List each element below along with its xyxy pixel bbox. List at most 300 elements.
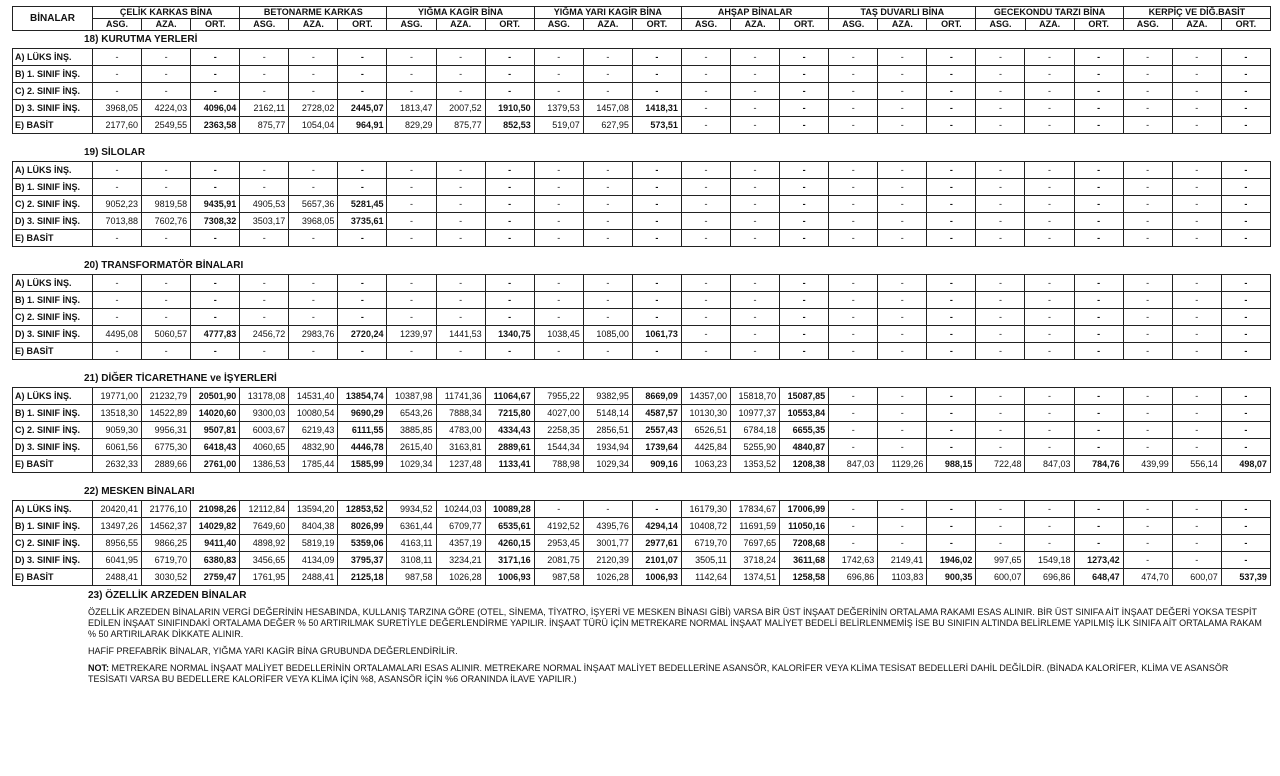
table-cell: 1549,18 bbox=[1025, 552, 1074, 569]
table-cell: - bbox=[927, 501, 976, 518]
table-cell: - bbox=[1172, 439, 1221, 456]
table-cell: - bbox=[1221, 309, 1270, 326]
section-23-title: 23) ÖZELLİK ARZEDEN BİNALAR bbox=[88, 590, 247, 601]
table-cell: 875,77 bbox=[240, 117, 289, 134]
table-row bbox=[13, 49, 1271, 66]
table-cell: - bbox=[1074, 162, 1123, 179]
row-label: A) LÜKS İNŞ. bbox=[13, 162, 93, 179]
table-cell: - bbox=[731, 309, 780, 326]
table-cell: - bbox=[240, 292, 289, 309]
table-cell: - bbox=[1074, 388, 1123, 405]
note-paragraph-1: ÖZELLİK ARZEDEN BİNALARIN VERGİ DEĞERİNİN HESABINDA, KULLANIŞ TARZINA GÖRE (OTEL, SİNEMA, TİYATRO, İŞYERİ VE MESKEN BİNASI GİBİ) VARSA BİR ÜST İNŞAAT DEĞERİNİN ORTALAMA RAKAMI ESAS ALINIR. BİR ÜST SINIFA AİT İNŞAAT DEĞERİ YOKSA TESPİT EDİLEN İNŞAAT SINIFINDAKİ ORTALAMA DEĞER % 50 ARTIRILMAK SURETİYLE DEĞERLENDİRME YAPILIR. İNŞAAT TÜRÜ İÇİN METREKARE NORMAL İNŞAAT MALİYET BEDELİ BELİRLENMEMİŞ İSE BU SINIFIN ALTINDA BELİRLEME YAPILMIŞ İLK SINIFA AİT ORTALAMA RAKAM % 50 ARTIRILARAK DİKKATE ALINIR. bbox=[88, 607, 1262, 639]
table-cell: - bbox=[583, 179, 632, 196]
table-cell: - bbox=[976, 275, 1025, 292]
table-cell: 4294,14 bbox=[632, 518, 681, 535]
section-table bbox=[12, 48, 1271, 134]
table-cell: 9411,40 bbox=[191, 535, 240, 552]
table-cell: - bbox=[1123, 213, 1172, 230]
table-cell: 1441,53 bbox=[436, 326, 485, 343]
table-cell: - bbox=[387, 309, 436, 326]
table-cell: 1910,50 bbox=[485, 100, 534, 117]
table-cell: 21776,10 bbox=[142, 501, 191, 518]
table-cell: - bbox=[485, 275, 534, 292]
table-cell: - bbox=[976, 535, 1025, 552]
table-cell: - bbox=[1074, 535, 1123, 552]
table-cell: - bbox=[93, 49, 142, 66]
row-label: D) 3. SINIF İNŞ. bbox=[13, 552, 93, 569]
subheader-cell: AZA. bbox=[878, 19, 927, 31]
table-cell: - bbox=[681, 117, 730, 134]
table-row bbox=[13, 405, 1271, 422]
table-cell: - bbox=[976, 196, 1025, 213]
table-cell: - bbox=[436, 83, 485, 100]
table-cell: 20420,41 bbox=[93, 501, 142, 518]
section-title: 22) MESKEN BİNALARI bbox=[84, 486, 195, 497]
subheader-cell: AZA. bbox=[436, 19, 485, 31]
row-label: D) 3. SINIF İNŞ. bbox=[13, 100, 93, 117]
table-cell: - bbox=[878, 275, 927, 292]
table-cell: - bbox=[387, 49, 436, 66]
table-cell: - bbox=[583, 230, 632, 247]
table-cell: 6526,51 bbox=[681, 422, 730, 439]
table-cell: - bbox=[927, 388, 976, 405]
table-cell: - bbox=[632, 179, 681, 196]
table-cell: - bbox=[1074, 422, 1123, 439]
table-cell: - bbox=[731, 83, 780, 100]
table-cell: - bbox=[829, 422, 878, 439]
subheader-cell: ASG. bbox=[240, 19, 289, 31]
subheader-cell: ASG. bbox=[534, 19, 583, 31]
table-row bbox=[13, 535, 1271, 552]
table-cell: - bbox=[142, 292, 191, 309]
table-cell: 13178,08 bbox=[240, 388, 289, 405]
table-cell: - bbox=[976, 162, 1025, 179]
table-cell: - bbox=[338, 162, 387, 179]
table-cell: 6719,70 bbox=[681, 535, 730, 552]
table-cell: 5657,36 bbox=[289, 196, 338, 213]
table-cell: 2120,39 bbox=[583, 552, 632, 569]
table-cell: 2488,41 bbox=[93, 569, 142, 586]
table-cell: 12112,84 bbox=[240, 501, 289, 518]
table-cell: - bbox=[191, 66, 240, 83]
table-cell: 6784,18 bbox=[731, 422, 780, 439]
table-cell: - bbox=[1074, 179, 1123, 196]
table-cell: - bbox=[927, 100, 976, 117]
row-label: A) LÜKS İNŞ. bbox=[13, 275, 93, 292]
table-cell: 6061,56 bbox=[93, 439, 142, 456]
table-cell: - bbox=[436, 275, 485, 292]
table-cell: 6111,55 bbox=[338, 422, 387, 439]
table-cell: - bbox=[1221, 535, 1270, 552]
table-cell: - bbox=[780, 66, 829, 83]
table-cell: - bbox=[338, 179, 387, 196]
table-cell: 7697,65 bbox=[731, 535, 780, 552]
table-cell: 4840,87 bbox=[780, 439, 829, 456]
table-cell: - bbox=[976, 309, 1025, 326]
table-cell: 6543,26 bbox=[387, 405, 436, 422]
table-cell: - bbox=[240, 275, 289, 292]
table-cell: - bbox=[485, 309, 534, 326]
table-cell: 2456,72 bbox=[240, 326, 289, 343]
table-cell: 2728,02 bbox=[289, 100, 338, 117]
table-cell: - bbox=[1221, 439, 1270, 456]
table-cell: - bbox=[1172, 535, 1221, 552]
table-cell: 10080,54 bbox=[289, 405, 338, 422]
table-row bbox=[13, 100, 1271, 117]
row-label: D) 3. SINIF İNŞ. bbox=[13, 326, 93, 343]
table-cell: - bbox=[681, 309, 730, 326]
table-cell: - bbox=[1221, 501, 1270, 518]
table-cell: 4163,11 bbox=[387, 535, 436, 552]
table-cell: - bbox=[1172, 162, 1221, 179]
table-cell: - bbox=[632, 292, 681, 309]
table-cell: 2889,66 bbox=[142, 456, 191, 473]
table-row bbox=[13, 422, 1271, 439]
table-cell: - bbox=[436, 179, 485, 196]
table-cell: 1544,34 bbox=[534, 439, 583, 456]
table-cell: 6380,83 bbox=[191, 552, 240, 569]
table-cell: 987,58 bbox=[387, 569, 436, 586]
section-table bbox=[12, 274, 1271, 360]
table-cell: - bbox=[338, 83, 387, 100]
table-cell: - bbox=[534, 343, 583, 360]
table-cell: - bbox=[1025, 309, 1074, 326]
table-cell: - bbox=[1123, 49, 1172, 66]
table-cell: - bbox=[829, 326, 878, 343]
table-cell: - bbox=[829, 213, 878, 230]
table-cell: - bbox=[1074, 309, 1123, 326]
table-cell: 627,95 bbox=[583, 117, 632, 134]
table-cell: - bbox=[632, 196, 681, 213]
table-cell: - bbox=[976, 230, 1025, 247]
table-cell: 11691,59 bbox=[731, 518, 780, 535]
table-cell: 1006,93 bbox=[632, 569, 681, 586]
table-cell: 2101,07 bbox=[632, 552, 681, 569]
table-cell: 988,15 bbox=[927, 456, 976, 473]
table-cell: - bbox=[681, 196, 730, 213]
table-cell: - bbox=[976, 326, 1025, 343]
table-cell: 4425,84 bbox=[681, 439, 730, 456]
table-cell: - bbox=[1221, 405, 1270, 422]
table-cell: - bbox=[583, 83, 632, 100]
table-cell: 2149,41 bbox=[878, 552, 927, 569]
table-cell: 3505,11 bbox=[681, 552, 730, 569]
table-cell: 14357,00 bbox=[681, 388, 730, 405]
table-cell: 7215,80 bbox=[485, 405, 534, 422]
table-cell: 1142,64 bbox=[681, 569, 730, 586]
table-cell: 1085,00 bbox=[583, 326, 632, 343]
table-cell: - bbox=[289, 162, 338, 179]
table-cell: - bbox=[1074, 405, 1123, 422]
table-row bbox=[13, 179, 1271, 196]
group-header: BETONARME KARKAS bbox=[240, 7, 387, 19]
table-cell: - bbox=[1025, 117, 1074, 134]
section-gap bbox=[12, 473, 1270, 483]
table-cell: - bbox=[338, 343, 387, 360]
table-cell: - bbox=[927, 439, 976, 456]
table-cell: 1026,28 bbox=[583, 569, 632, 586]
table-cell: - bbox=[829, 230, 878, 247]
row-label: B) 1. SINIF İNŞ. bbox=[13, 66, 93, 83]
table-cell: 1129,26 bbox=[878, 456, 927, 473]
table-cell: - bbox=[976, 66, 1025, 83]
table-cell: - bbox=[583, 309, 632, 326]
table-cell: 17006,99 bbox=[780, 501, 829, 518]
table-cell: - bbox=[780, 83, 829, 100]
table-cell: - bbox=[1221, 422, 1270, 439]
table-cell: 1237,48 bbox=[436, 456, 485, 473]
table-cell: - bbox=[632, 275, 681, 292]
table-cell: - bbox=[1025, 230, 1074, 247]
table-cell: - bbox=[976, 179, 1025, 196]
table-cell: - bbox=[976, 439, 1025, 456]
table-cell: - bbox=[338, 66, 387, 83]
row-label: A) LÜKS İNŞ. bbox=[13, 501, 93, 518]
table-cell: 4134,09 bbox=[289, 552, 338, 569]
table-cell: - bbox=[829, 179, 878, 196]
table-cell: - bbox=[1172, 117, 1221, 134]
table-cell: - bbox=[583, 49, 632, 66]
table-cell: - bbox=[583, 196, 632, 213]
table-cell: - bbox=[829, 292, 878, 309]
table-cell: - bbox=[93, 230, 142, 247]
table-cell: - bbox=[1025, 275, 1074, 292]
table-cell: - bbox=[780, 162, 829, 179]
table-cell: - bbox=[1074, 49, 1123, 66]
table-cell: - bbox=[1123, 100, 1172, 117]
table-cell: - bbox=[878, 388, 927, 405]
table-cell: 5148,14 bbox=[583, 405, 632, 422]
table-cell: - bbox=[780, 343, 829, 360]
table-cell: - bbox=[731, 326, 780, 343]
table-cell: 6003,67 bbox=[240, 422, 289, 439]
table-cell: - bbox=[878, 83, 927, 100]
table-cell: 1006,93 bbox=[485, 569, 534, 586]
table-cell: - bbox=[927, 83, 976, 100]
table-cell: 474,70 bbox=[1123, 569, 1172, 586]
cost-table-document bbox=[12, 6, 1270, 691]
row-label: C) 2. SINIF İNŞ. bbox=[13, 83, 93, 100]
table-cell: - bbox=[485, 213, 534, 230]
table-cell: 6219,43 bbox=[289, 422, 338, 439]
table-cell: - bbox=[1025, 422, 1074, 439]
row-label: A) LÜKS İNŞ. bbox=[13, 49, 93, 66]
table-cell: - bbox=[878, 326, 927, 343]
table-cell: - bbox=[191, 343, 240, 360]
table-cell: - bbox=[338, 292, 387, 309]
table-cell: - bbox=[829, 518, 878, 535]
table-row bbox=[13, 309, 1271, 326]
table-cell: 1934,94 bbox=[583, 439, 632, 456]
table-cell: 1386,53 bbox=[240, 456, 289, 473]
table-cell: - bbox=[681, 100, 730, 117]
table-cell: 4783,00 bbox=[436, 422, 485, 439]
table-cell: 6709,77 bbox=[436, 518, 485, 535]
table-cell: 4357,19 bbox=[436, 535, 485, 552]
not-label: NOT: bbox=[88, 663, 109, 673]
table-cell: - bbox=[93, 83, 142, 100]
table-cell: - bbox=[927, 422, 976, 439]
table-cell: - bbox=[289, 309, 338, 326]
table-cell: 2549,55 bbox=[142, 117, 191, 134]
table-cell: 2977,61 bbox=[632, 535, 681, 552]
table-cell: - bbox=[436, 292, 485, 309]
column-header bbox=[12, 6, 1271, 31]
table-cell: - bbox=[534, 230, 583, 247]
table-cell: 10408,72 bbox=[681, 518, 730, 535]
table-cell: - bbox=[780, 117, 829, 134]
table-cell: 2953,45 bbox=[534, 535, 583, 552]
table-cell: 788,98 bbox=[534, 456, 583, 473]
table-cell: 875,77 bbox=[436, 117, 485, 134]
table-cell: 3030,52 bbox=[142, 569, 191, 586]
table-cell: 3795,37 bbox=[338, 552, 387, 569]
table-cell: - bbox=[1074, 275, 1123, 292]
table-cell: - bbox=[1074, 343, 1123, 360]
table-cell: 900,35 bbox=[927, 569, 976, 586]
table-cell: 9059,30 bbox=[93, 422, 142, 439]
table-cell: 2761,00 bbox=[191, 456, 240, 473]
table-cell: 1061,73 bbox=[632, 326, 681, 343]
table-cell: - bbox=[780, 292, 829, 309]
table-cell: - bbox=[436, 66, 485, 83]
table-cell: 10089,28 bbox=[485, 501, 534, 518]
group-header: GECEKONDU TARZI BİNA bbox=[976, 7, 1123, 19]
table-cell: - bbox=[142, 179, 191, 196]
table-cell: - bbox=[1172, 66, 1221, 83]
table-cell: - bbox=[1025, 535, 1074, 552]
table-cell: - bbox=[1221, 100, 1270, 117]
table-cell: 2363,58 bbox=[191, 117, 240, 134]
table-cell: 14562,37 bbox=[142, 518, 191, 535]
table-cell: 17834,67 bbox=[731, 501, 780, 518]
table-cell: 16179,30 bbox=[681, 501, 730, 518]
section-gap bbox=[12, 134, 1270, 144]
table-row bbox=[13, 213, 1271, 230]
table-cell: 3885,85 bbox=[387, 422, 436, 439]
table-cell: - bbox=[485, 179, 534, 196]
table-cell: 3735,61 bbox=[338, 213, 387, 230]
table-cell: - bbox=[1074, 196, 1123, 213]
subheader-cell: ORT. bbox=[338, 19, 387, 31]
table-cell: 519,07 bbox=[534, 117, 583, 134]
table-cell: - bbox=[632, 49, 681, 66]
table-cell: - bbox=[829, 117, 878, 134]
table-cell: 2632,33 bbox=[93, 456, 142, 473]
table-cell: - bbox=[387, 196, 436, 213]
table-cell: 2983,76 bbox=[289, 326, 338, 343]
table-cell: 2488,41 bbox=[289, 569, 338, 586]
table-cell: - bbox=[780, 196, 829, 213]
subheader-cell: ASG. bbox=[829, 19, 878, 31]
table-cell: 5255,90 bbox=[731, 439, 780, 456]
table-cell: 3234,21 bbox=[436, 552, 485, 569]
table-cell: - bbox=[240, 49, 289, 66]
table-cell: - bbox=[583, 292, 632, 309]
table-cell: - bbox=[927, 162, 976, 179]
table-cell: - bbox=[731, 230, 780, 247]
table-cell: 3503,17 bbox=[240, 213, 289, 230]
table-cell: - bbox=[1074, 518, 1123, 535]
table-cell: - bbox=[1074, 117, 1123, 134]
table-row bbox=[13, 569, 1271, 586]
table-cell: - bbox=[289, 275, 338, 292]
table-cell: - bbox=[191, 179, 240, 196]
subheader-cell: ORT. bbox=[1074, 19, 1123, 31]
table-cell: 6535,61 bbox=[485, 518, 534, 535]
table-cell: 9934,52 bbox=[387, 501, 436, 518]
table-cell: 4446,78 bbox=[338, 439, 387, 456]
table-row bbox=[13, 83, 1271, 100]
table-cell: 7649,60 bbox=[240, 518, 289, 535]
table-cell: - bbox=[1074, 213, 1123, 230]
table-cell: - bbox=[1074, 292, 1123, 309]
table-cell: - bbox=[878, 100, 927, 117]
table-row bbox=[13, 552, 1271, 569]
table-cell: - bbox=[878, 213, 927, 230]
table-cell: - bbox=[632, 213, 681, 230]
table-cell: - bbox=[1025, 501, 1074, 518]
table-cell: - bbox=[1172, 388, 1221, 405]
table-cell: 14522,89 bbox=[142, 405, 191, 422]
table-cell: - bbox=[289, 343, 338, 360]
table-cell: 2007,52 bbox=[436, 100, 485, 117]
table-cell: - bbox=[878, 439, 927, 456]
table-cell: - bbox=[632, 162, 681, 179]
table-cell: - bbox=[829, 388, 878, 405]
table-cell: - bbox=[1123, 535, 1172, 552]
table-cell: - bbox=[485, 343, 534, 360]
table-cell: - bbox=[1172, 292, 1221, 309]
table-cell: - bbox=[927, 518, 976, 535]
table-cell: - bbox=[681, 179, 730, 196]
row-label: C) 2. SINIF İNŞ. bbox=[13, 309, 93, 326]
table-cell: - bbox=[878, 501, 927, 518]
table-cell: - bbox=[485, 196, 534, 213]
table-cell: - bbox=[534, 162, 583, 179]
table-cell: - bbox=[731, 213, 780, 230]
table-cell: - bbox=[681, 162, 730, 179]
table-cell: 9052,23 bbox=[93, 196, 142, 213]
table-cell: 6418,43 bbox=[191, 439, 240, 456]
table-cell: - bbox=[142, 162, 191, 179]
table-cell: - bbox=[191, 309, 240, 326]
table-cell: - bbox=[780, 326, 829, 343]
table-cell: - bbox=[878, 179, 927, 196]
table-cell: - bbox=[338, 49, 387, 66]
table-cell: - bbox=[191, 275, 240, 292]
table-cell: - bbox=[436, 230, 485, 247]
table-cell: - bbox=[681, 213, 730, 230]
table-cell: - bbox=[534, 83, 583, 100]
group-header: ÇELİK KARKAS BİNA bbox=[93, 7, 240, 19]
section-table bbox=[12, 387, 1271, 473]
table-cell: 784,76 bbox=[1074, 456, 1123, 473]
table-row bbox=[13, 66, 1271, 83]
table-cell: - bbox=[1172, 501, 1221, 518]
table-cell: - bbox=[1025, 83, 1074, 100]
table-cell: - bbox=[878, 535, 927, 552]
subheader-cell: AZA. bbox=[1172, 19, 1221, 31]
table-cell: 5819,19 bbox=[289, 535, 338, 552]
table-cell: - bbox=[583, 213, 632, 230]
table-cell: - bbox=[927, 326, 976, 343]
subheader-cell: ASG. bbox=[1123, 19, 1172, 31]
row-label: D) 3. SINIF İNŞ. bbox=[13, 439, 93, 456]
table-cell: 556,14 bbox=[1172, 456, 1221, 473]
table-cell: 1029,34 bbox=[387, 456, 436, 473]
table-cell: - bbox=[829, 439, 878, 456]
